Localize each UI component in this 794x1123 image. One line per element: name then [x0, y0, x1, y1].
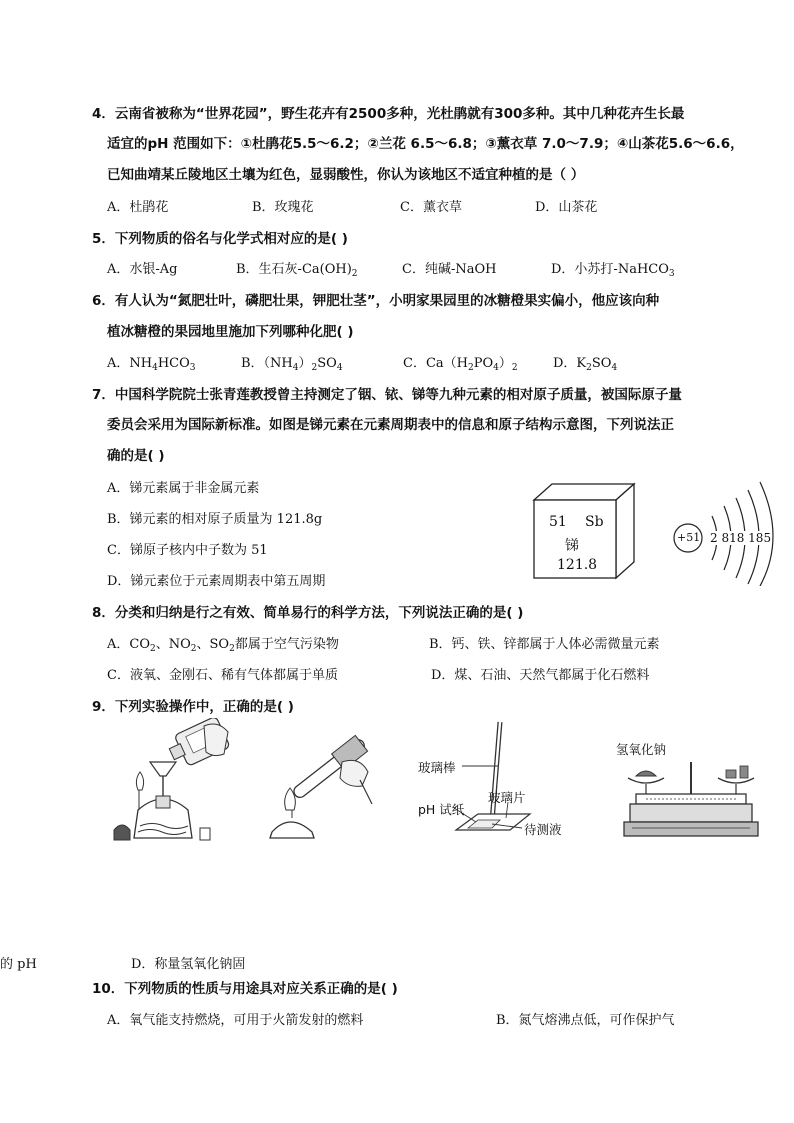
figure-a-add-alcohol [108, 718, 238, 846]
q7-option-a: A．锑元素属于非金属元素 [107, 481, 260, 496]
element-atomic-number: 51 [549, 514, 567, 530]
label-naoh: 氢氧化钠 [616, 742, 667, 757]
q10-option-b: B．氮气熔沸点低，可作保护气 [496, 1013, 675, 1028]
q4-option-d: D．山茶花 [535, 200, 598, 215]
q6-option-d: D．$K_2SO_4$ [553, 356, 618, 373]
q9-cut-text: 的 pH [0, 957, 37, 972]
q8-stem: 8．分类和归纳是行之有效、简单易行的科学方法，下列说法正确的是( ) [92, 605, 524, 621]
q7-option-c: C．锑原子核内中子数为 51 [107, 543, 268, 558]
q6-option-b: B．$(NH_4)_2SO_4$ [241, 356, 343, 373]
q9-option-d: D．称量氢氧化钠固 [131, 957, 246, 972]
label-glass-rod: 玻璃棒 [418, 760, 456, 775]
label-glass-slide: 玻璃片 [488, 790, 526, 805]
q10-option-a: A．氧气能支持燃烧，可用于火箭发射的燃料 [107, 1013, 364, 1028]
label-test-liquid: 待测液 [524, 822, 562, 837]
q9-stem: 9．下列实验操作中，正确的是( ) [92, 699, 294, 715]
q4-option-c: C．薰衣草 [400, 200, 462, 215]
q4-stem-line1: 4．云南省被称为“世界花园”，野生花卉有2500多种，光杜鹃就有300多种。其中几种花卉生长最 [92, 106, 685, 122]
q7-stem-line1: 7．中国科学院院士张青莲教授曾主持测定了铟、铱、锑等九种元素的相对原子质量，被国际原子量 [92, 387, 682, 403]
figure-d-balance [622, 758, 762, 842]
q6-option-c: C．$Ca(H_2PO_4)_2$ [403, 356, 518, 373]
q8-option-a: A．$CO_2$、$NO_2$、$SO_2$都属于空气污染物 [107, 637, 339, 654]
q7-stem-line3: 确的是( ) [107, 448, 165, 464]
q6-stem-line2: 植冰糖橙的果园地里施加下列哪种化肥( ) [107, 324, 354, 340]
q4-stem-line2: 适宜的pH 范围如下：①杜鹃花5.5～6.2；②兰花 6.5～6.8；③薰衣草 7.0～7.9；④山茶花5.6～6.6， [107, 136, 744, 152]
q8-option-b: B．钙、铁、锌都属于人体必需微量元素 [429, 637, 660, 652]
element-symbol: Sb [585, 514, 604, 530]
q5-option-d: D．小苏打-NaHCO$_3$ [551, 262, 675, 279]
atom-nucleus-charge: +51 [677, 531, 701, 544]
atom-electron-shells: 2 818 185 [710, 531, 772, 545]
q6-option-a: A．$NH_4HCO_3$ [107, 356, 196, 373]
q5-stem: 5．下列物质的俗名与化学式相对应的是( ) [92, 231, 348, 247]
q7-stem-line2: 委员会采用为国际新标准。如图是锑元素在元素周期表中的信息和原子结构示意图，下列说法正 [107, 417, 674, 433]
figure-c-ph-test [418, 718, 593, 838]
figure-b-heat-test-tube [268, 722, 388, 842]
q5-option-c: C．纯碱-NaOH [402, 262, 497, 277]
q8-option-c: C．液氧、金刚石、稀有气体都属于单质 [107, 668, 338, 683]
q4-option-b: B．玫瑰花 [252, 200, 314, 215]
q6-stem-line1: 6．有人认为“氮肥壮叶，磷肥壮果，钾肥壮茎”，小明家果园里的冰糖橙果实偏小，他应该向种 [92, 293, 660, 309]
q10-stem: 10．下列物质的性质与用途具对应关系正确的是( ) [92, 981, 398, 997]
q7-option-b: B．锑元素的相对原子质量为 121.8g [107, 512, 323, 527]
element-name: 锑 [565, 538, 579, 554]
q4-option-a: A．杜鹃花 [107, 200, 169, 215]
q5-option-b: B．生石灰$-Ca(OH)_2$ [236, 262, 358, 279]
label-ph-paper: pH 试纸 [418, 802, 465, 817]
q7-option-d: D．锑元素位于元素周期表中第五周期 [107, 574, 326, 589]
q8-option-d: D．煤、石油、天然气都属于化石燃料 [431, 668, 650, 683]
q5-option-a: A．水银-Ag [107, 262, 178, 277]
q4-stem-line3: 已知曲靖某丘陵地区土壤为红色，显弱酸性，你认为该地区不适宜种植的是（ ） [107, 167, 585, 183]
element-atomic-mass: 121.8 [557, 557, 598, 573]
